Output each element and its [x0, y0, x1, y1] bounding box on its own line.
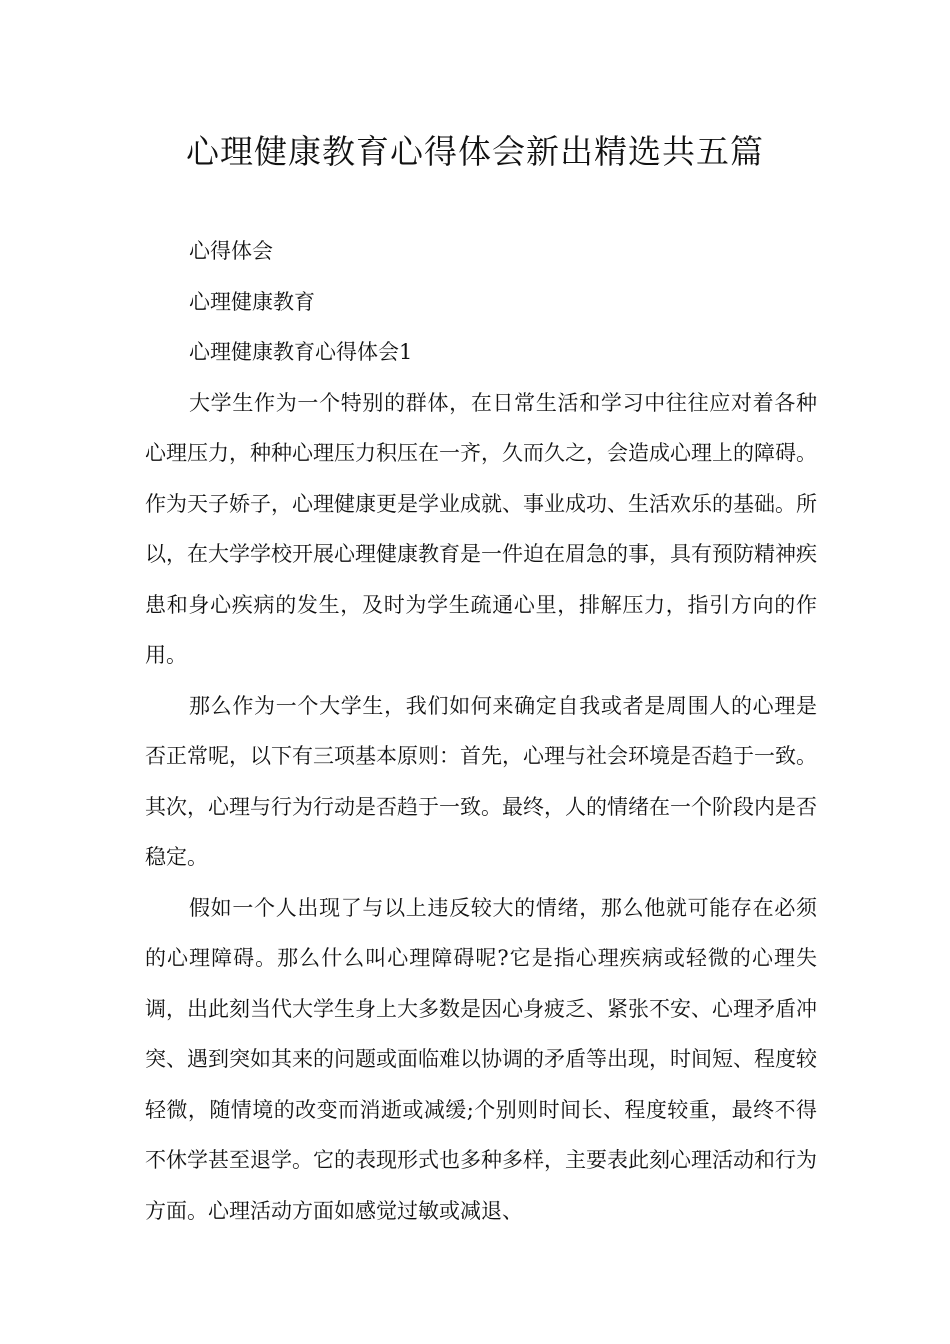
section-heading: 心理健康教育心得体会1 [189, 340, 413, 364]
heading-line-1: 心得体会 [189, 239, 273, 263]
paragraph: 那么作为一个大学生，我们如何来确定自我或者是周围人的心理是否正常呢，以下有三项基本原则：首先，心理与社会环境是否趋于一致。其次，心理与行为行动是否趋于一致。最终，人的情绪在一个阶段内是否稳定。 [145, 693, 817, 869]
document-title: 心理健康教育心得体会新出精选共五篇 [186, 132, 764, 171]
paragraph: 大学生作为一个特别的群体，在日常生活和学习中往往应对着各种心理压力，种种心理压力积压在一齐，久而久之，会造成心理上的障碍。作为天子娇子，心理健康更是学业成就、事业成功、生活欢乐的基础。所以，在大学学校开展心理健康教育是一件迫在眉急的事，具有预防精神疾患和身心疾病的发生，及时为学生疏通心里，排解压力，指引方向的作用。 [145, 390, 817, 667]
heading-line-2: 心理健康教育 [189, 289, 315, 314]
paragraph: 假如一个人出现了与以上违反较大的情绪，那么他就可能存在必须的心理障碍。那么什么叫心理障碍呢?它是指心理疾病或轻微的心理失调，出此刻当代大学生身上大多数是因心身疲乏、紧张不安、心理矛盾冲突、遇到突如其来的问题或面临难以协调的矛盾等出现，时间短、程度较轻微，随情境的改变而消逝或减缓;个别则时间长、程度较重，最终不得不休学甚至退学。它的表现形式也多种多样，主要表此刻心理活动和行为方面。心理活动方面如感觉过敏或减退、 [145, 895, 817, 1223]
document-body [145, 226, 817, 1236]
